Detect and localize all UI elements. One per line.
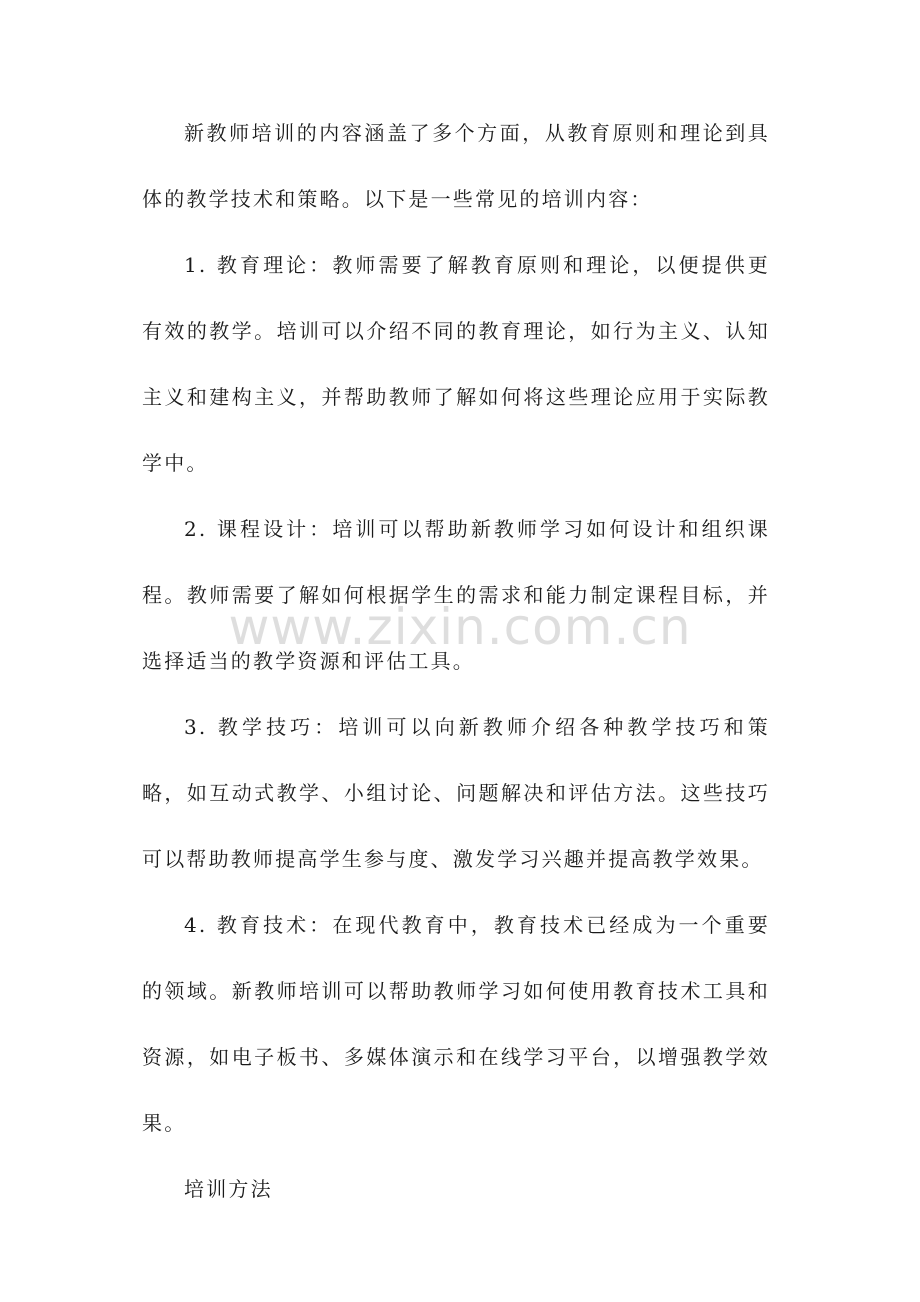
paragraph-curriculum-design: 2. 课程设计：培训可以帮助新教师学习如何设计和组织课程。教师需要了解如何根据学生的需求和能力制定课程目标，并选择适当的教学资源和评估工具。 <box>142 517 770 673</box>
paragraph-education-theory: 1. 教育理论：教师需要了解教育原则和理论，以便提供更有效的教学。培训可以介绍不同的教育理论，如行为主义、认知主义和建构主义，并帮助教师了解如何将这些理论应用于实际教学中。 <box>142 253 770 475</box>
document-body <box>142 100 770 1222</box>
section-heading: 培训方法 <box>184 1177 273 1201</box>
watermark: www.zixin.com.cn <box>228 598 692 656</box>
paragraph-education-technology: 4. 教育技术：在现代教育中，教育技术已经成为一个重要的领域。新教师培训可以帮助教师学习如何使用教育技术工具和资源，如电子板书、多媒体演示和在线学习平台，以增强教学效果。 <box>142 913 770 1135</box>
intro-paragraph: 新教师培训的内容涵盖了多个方面，从教育原则和理论到具体的教学技术和策略。以下是一些常见的培训内容： <box>142 121 770 211</box>
paragraph-teaching-skills: 3. 教学技巧：培训可以向新教师介绍各种教学技巧和策略，如互动式教学、小组讨论、问题解决和评估方法。这些技巧可以帮助教师提高学生参与度、激发学习兴趣并提高教学效果。 <box>142 715 770 871</box>
